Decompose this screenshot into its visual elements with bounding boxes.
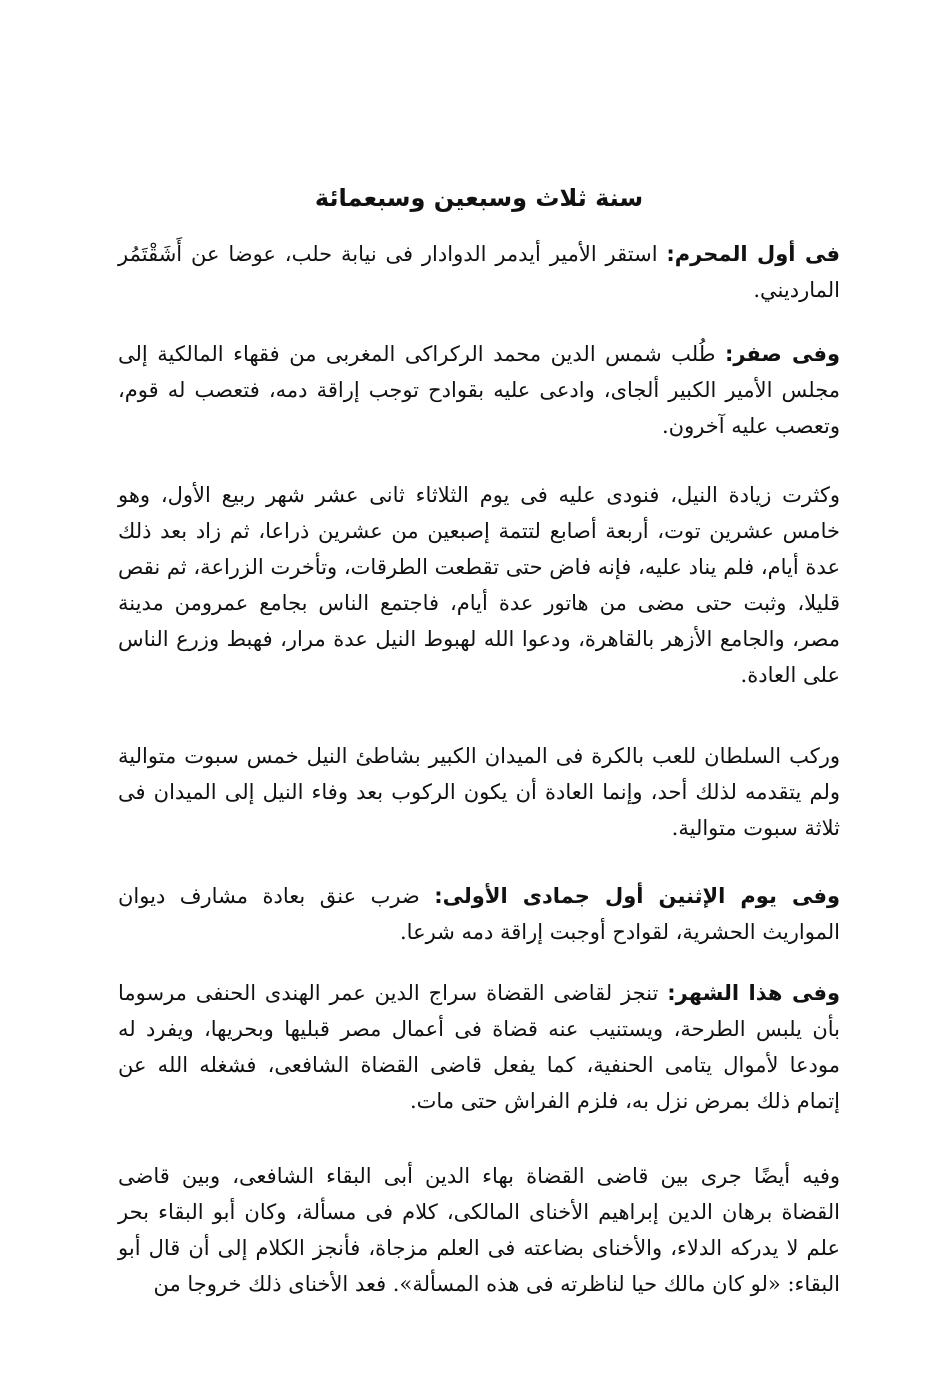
paragraph-text: وكثرت زيادة النيل، فنودى عليه فى يوم الثلاثاء ثانى عشر شهر ربيع الأول، وهو خامس عشرين توت، أربعة أصابع لتتمة إصبعين من عشرين ذراعا، ثم زاد بعد ذلك عدة أيام، فلم يناد عليه، فإنه فاض حتى تقطعت الطرقات، وتأخرت الزراعة، ثم نقص قليلا، وثبت حتى مضى من هاتور عدة أيام، فاجتمع الناس بجامع عمرومن مدينة مصر، والجامع الأزهر بالقاهرة، ودعوا الله لهبوط النيل عدة مرار، فهبط وزرع الناس على العادة. [118,483,840,687]
paragraph-text: تنجز لقاضى القضاة سراج الدين عمر الهندى الحنفى مرسوما بأن يلبس الطرحة، ويستنيب عنه قضاة فى أعمال مصر قبليها وبحريها، ويفرد له مودعا لأموال يتامى الحنفية، كما يفعل قاضى القضاة الشافعى، فشغله الله عن إتمام ذلك بمرض نزل به، فلزم الفراش حتى مات. [118,981,840,1113]
paragraph-lead: فى أول المحرم: [666,242,840,266]
paragraph-lead: وفى صفر: [724,342,841,366]
paragraph-2 [118,336,840,444]
paragraph-lead: وفى يوم الإثنين أول جمادى الأولى: [434,884,841,908]
paragraph-7 [118,1158,840,1302]
paragraph-5 [118,878,840,950]
paragraph-text: طُلب شمس الدين محمد الركراكى المغربى من فقهاء المالكية إلى مجلس الأمير الكبير ألجاى، وادعى عليه بقوادح توجب إراقة دمه، فتعصب له قوم، وتعصب عليه آخرون. [118,342,840,438]
section-title: سنة ثلاث وسبعين وسبعمائة [314,184,644,212]
paragraph-lead: وفى هذا الشهر: [667,981,840,1005]
paragraph-text: استقر الأمير أيدمر الدوادار فى نيابة حلب، عوضا عن أَشَقْتَمُر المارديني. [118,242,840,302]
paragraph-4 [118,738,840,846]
paragraph-3 [118,477,840,693]
paragraph-6 [118,975,840,1119]
paragraph-1 [118,236,840,308]
paragraph-text: وفيه أيضًا جرى بين قاضى القضاة بهاء الدين أبى البقاء الشافعى، وبين قاضى القضاة برهان الدين إبراهيم الأخناى المالكى، كلام فى مسألة، وكان أبو البقاء بحر علم لا يدركه الدلاء، والأخناى بضاعته فى العلم مزجاة، فأنجز الكلام إلى أن قال أبو البقاء: «لو كان مالك حيا لناظرته فى هذه المسألة». فعد الأخناى ذلك خروجا من [118,1164,840,1296]
paragraph-text: ضرب عنق بعادة مشارف ديوان المواريث الحشرية، لقوادح أوجبت إراقة دمه شرعا. [118,884,840,944]
paragraph-text: وركب السلطان للعب بالكرة فى الميدان الكبير بشاطئ النيل خمس سبوت متوالية ولم يتقدمه لذلك أحد، وإنما العادة أن يكون الركوب بعد وفاء النيل إلى الميدان فى ثلاثة سبوت متوالية. [118,744,840,840]
